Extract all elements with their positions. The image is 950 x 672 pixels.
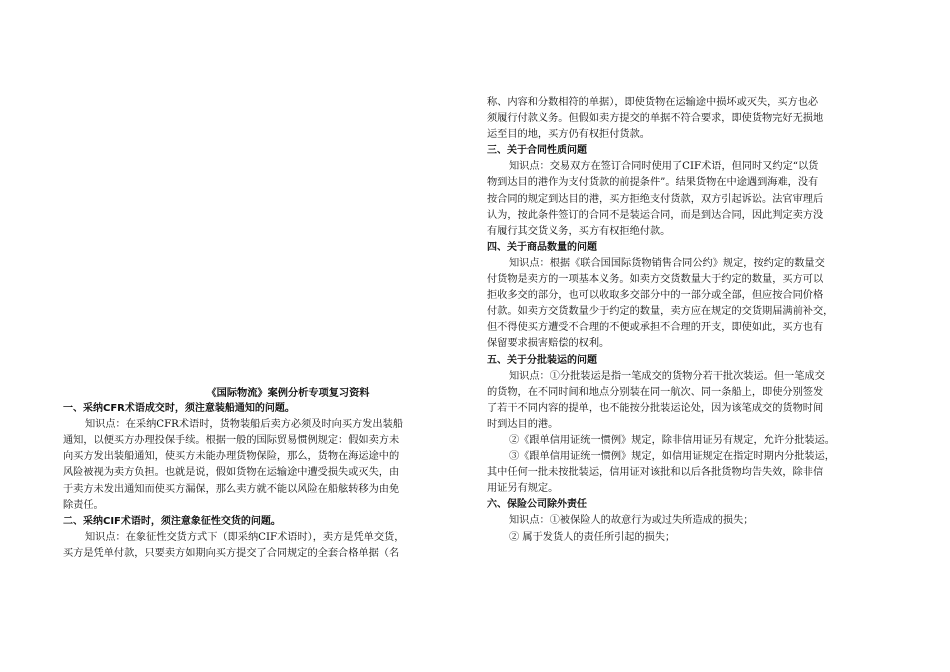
text-line: 知识点：在采纳CFR术语时，货物装船后卖方必须及时向买方发出装船	[85, 419, 403, 431]
text-line: 须履行付款义务。但假如卖方提交的单据不符合要求，即使货物完好无损地	[487, 113, 824, 125]
text-line: 称、内容和分数相符的单据），即使货物在运输途中损坏或灭失，买方也必	[487, 97, 819, 108]
text-line: 付款。如卖方交货数量少于约定的数量，卖方应在规定的交货期届满前补交，	[487, 306, 834, 318]
text-line: ②《跟单信用证统一惯例》规定，除非信用证另有规定，允许分批装运。	[509, 434, 835, 446]
text-line: 除责任。	[63, 499, 104, 511]
text-line: 有履行其交货义务，买方有权拒绝付款。	[487, 225, 671, 237]
text-line: 但不得使买方遭受不合理的不便或承担不合理的开支，即使如此，买方也有	[487, 322, 824, 334]
section-heading: 四、关于商品数量的问题	[487, 241, 597, 253]
text-line: 保留要求损害赔偿的权利。	[487, 338, 610, 350]
text-line: 付货物是卖方的一项基本义务。如卖方交货数量大于约定的数量，买方可以	[487, 274, 824, 286]
section-heading: 二、采纳CIF术语时，须注意象征性交货的问题。	[63, 515, 281, 527]
text-line: 买方是凭单付款，只要卖方如期向买方提交了合同规定的全套合格单据（名	[63, 547, 400, 559]
text-line: 知识点：①分批装运是指一笔成交的货物分若干批次装运。但一笔成交	[509, 370, 825, 382]
text-line: 其中任何一批未按批装运，信用证对该批和以后各批货物均告失效，除非信	[487, 467, 824, 479]
right-column	[487, 95, 897, 546]
text-line: 风险被视为卖方负担。也就是说，假如货物在运输途中遭受损失或灭失，由	[63, 467, 400, 479]
text-line: 用证另有规定。	[487, 483, 559, 495]
text-line: 知识点：交易双方在签订合同时使用了CIF术语，但同时又约定“以货	[509, 161, 819, 173]
text-line: 于卖方未发出通知而使买方漏保，那么卖方就不能以风险在船舷转移为由免	[63, 483, 400, 495]
section-heading: 六、保险公司除外责任	[487, 499, 587, 511]
text-line: ③《跟单信用证统一惯例》规定，如信用证规定在指定时期内分批装运，	[509, 451, 835, 463]
section-heading: 五、关于分批装运的问题	[487, 354, 597, 366]
section-heading: 三、关于合同性质问题	[487, 145, 587, 157]
text-line: ② 属于发货人的责任所引起的损失；	[509, 531, 676, 543]
left-column	[63, 385, 473, 562]
text-line: 运至目的地，买方仍有权拒付货款。	[487, 129, 650, 141]
text-line: 的货物，在不同时间和地点分别装在同一航次、同一条船上，即使分别签发	[487, 386, 824, 398]
text-line: 拒收多交的部分，也可以收取多交部分中的一部分或全部，但应按合同价格	[487, 290, 824, 302]
text-line: 向买方发出装船通知，使买方未能办理货物保险，那么，货物在海运途中的	[63, 451, 400, 463]
text-line: 时到达目的港。	[487, 418, 559, 430]
text-line: 了若干不同内容的提单，也不能按分批装运论处，因为该笔成交的货物时间	[487, 402, 824, 414]
text-line: 知识点：在象征性交货方式下（即采纳CIF术语时），卖方是凭单交货，	[85, 531, 405, 543]
text-line: 知识点：①被保险人的故意行为或过失所造成的损失；	[509, 515, 754, 527]
text-line: 按合同的规定到达目的港，买方拒绝支付货款，双方引起诉讼。法官审理后	[487, 193, 824, 205]
text-line: 通知，以便买方办理投保手续。根据一般的国际贸易惯例规定：假如卖方未	[63, 435, 400, 447]
right-text-body	[487, 95, 897, 546]
document-title: 《国际物流》案例分析专项复习资料	[206, 387, 370, 399]
text-line: 物到达目的港作为支付货款的前提条件”。结果货物在中途遇到海难，没有	[487, 177, 819, 189]
text-line: 知识点：根据《联合国国际货物销售合同公约》规定，按约定的数量交	[509, 257, 825, 269]
left-text-body	[63, 401, 473, 562]
text-line: 认为，按此条件签订的合同不是装运合同，而是到达合同，因此判定卖方没	[487, 209, 824, 221]
section-heading: 一、采纳CFR术语成交时，须注意装船通知的问题。	[63, 403, 295, 415]
